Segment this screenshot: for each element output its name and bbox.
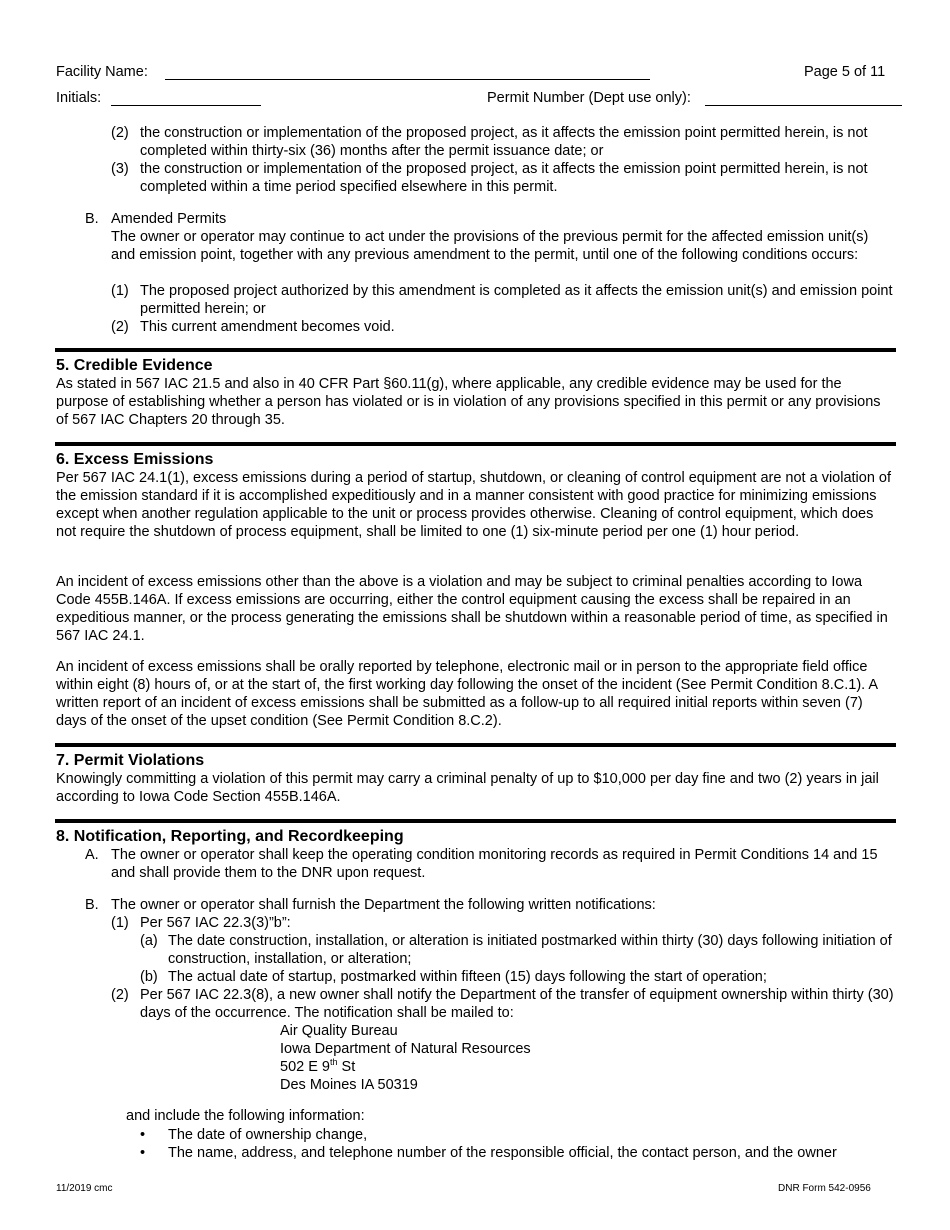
address-line: 502 E 9th St	[280, 1057, 356, 1075]
mailing-address	[280, 1022, 531, 1094]
section-divider	[55, 743, 896, 747]
initials-field[interactable]	[111, 105, 261, 106]
bullet-icon: •	[140, 1127, 146, 1143]
item-number: (2)	[111, 319, 129, 335]
bullet-item	[140, 1126, 896, 1144]
list-item	[111, 160, 896, 196]
item-letter: (a)	[140, 933, 158, 949]
list-item	[111, 124, 896, 160]
item-text: Per 567 IAC 22.3(8), a new owner shall notify the Department of the transfer of equipment ownership within thirty (30) days of the occurrence. The notification shall be mailed to:	[140, 987, 894, 1021]
item-text: the construction or implementation of the proposed project, as it affects the emission point permitted herein, is not completed within thirty-six (36) months after the permit issuance date; or	[140, 125, 868, 159]
item-text: The proposed project authorized by this amendment is completed as it affects the emission unit(s) and emission point permitted herein; or	[140, 283, 893, 317]
bullet-item	[140, 1144, 896, 1162]
list-item	[111, 986, 896, 1022]
address-line: Des Moines IA 50319	[280, 1077, 418, 1093]
bullet-text: The date of ownership change,	[168, 1127, 368, 1143]
item-letter: (b)	[140, 969, 158, 985]
section-divider	[55, 442, 896, 446]
section-title: 7. Permit Violations	[56, 752, 205, 769]
include-intro: and include the following information:	[126, 1108, 365, 1124]
permit-number-label: Permit Number (Dept use only):	[487, 90, 691, 106]
item-letter: B.	[85, 897, 99, 913]
section-title: 5. Credible Evidence	[56, 357, 213, 374]
footer-form-number: DNR Form 542-0956	[778, 1183, 871, 1194]
list-item	[111, 914, 896, 932]
item-text: This current amendment becomes void.	[140, 319, 395, 335]
paragraph: An incident of excess emissions shall be orally reported by telephone, electronic mail or in person to the appropriate field office within eight (8) hours of, or at the start of, the first working day following the onset of the incident (See Permit Condition 8.C.1). A written report of an incident of excess emissions shall be submitted as a follow-up to all required initial reports within seven (7) days of the onset of the upset condition (See Permit Condition 8.C.2).	[56, 659, 878, 729]
permit-number-field[interactable]	[705, 105, 902, 106]
subsection-title: Amended Permits	[111, 211, 227, 227]
initials-label: Initials:	[56, 90, 102, 106]
address-line: Air Quality Bureau	[280, 1023, 398, 1039]
item-number: (1)	[111, 915, 129, 931]
address-line: Iowa Department of Natural Resources	[280, 1041, 531, 1057]
bullet-text: The name, address, and telephone number of the responsible official, the contact person, and the owner	[168, 1145, 837, 1161]
item-text: The date construction, installation, or alteration is initiated postmarked within thirty (30) days following initiation of construction, installation, or alteration;	[168, 933, 892, 967]
page-number: Page 5 of 11	[804, 64, 886, 80]
section-letter: B.	[85, 211, 99, 227]
item-text: the construction or implementation of the proposed project, as it affects the emission point permitted herein, is not completed within a time period specified elsewhere in this permit.	[140, 161, 868, 195]
item-number: (1)	[111, 283, 129, 299]
footer-date: 11/2019 cmc	[56, 1183, 113, 1194]
list-item	[85, 846, 896, 882]
paragraph: As stated in 567 IAC 21.5 and also in 40 CFR Part §60.11(g), where applicable, any credible evidence may be used for the purpose of establishing whether a person has violated or is in violation of any provisions specified in this permit or any provisions of 567 IAC Chapters 20 through 35.	[56, 376, 881, 428]
item-text: The owner or operator shall keep the operating condition monitoring records as required in Permit Conditions 14 and 15 and shall provide them to the DNR upon request.	[111, 847, 878, 881]
item-number: (2)	[111, 987, 129, 1003]
paragraph: An incident of excess emissions other than the above is a violation and may be subject to criminal penalties according to Iowa Code 455B.146A. If excess emissions are occurring, either the control equipment causing the excess shall be repaired in an expeditious manner, or the process generating the emissions shall be shutdown within a reasonable period of time, as specified in 567 IAC 24.1.	[56, 574, 888, 644]
section-title: 8. Notification, Reporting, and Recordkeeping	[56, 828, 404, 845]
item-text: The actual date of startup, postmarked within fifteen (15) days following the start of operation;	[168, 969, 767, 985]
facility-name-field[interactable]	[165, 79, 650, 80]
item-number: (2)	[111, 125, 129, 141]
section-divider	[55, 348, 896, 352]
paragraph: Per 567 IAC 24.1(1), excess emissions during a period of startup, shutdown, or cleaning of control equipment are not a violation of the emission standard if it is accomplished expeditiously and in a manner consistent with good practice for minimizing emissions except when another regulation applicable to the unit or process provides otherwise. Cleaning of control equipment, which does not require the shutdown of process equipment, shall be limited to one (1) six-minute period per one (1) hour period.	[56, 470, 892, 540]
bullet-icon: •	[140, 1145, 146, 1161]
list-item	[140, 932, 896, 968]
list-item	[111, 282, 896, 318]
item-number: (3)	[111, 161, 129, 177]
facility-name-label: Facility Name:	[56, 64, 148, 80]
section-divider	[55, 819, 896, 823]
item-text: Per 567 IAC 22.3(3)”b”:	[140, 915, 291, 931]
paragraph: Knowingly committing a violation of this permit may carry a criminal penalty of up to $10,000 per day fine and two (2) years in jail according to Iowa Code Section 455B.146A.	[56, 771, 879, 805]
list-item	[140, 968, 896, 986]
list-item	[111, 318, 896, 336]
item-letter: A.	[85, 847, 99, 863]
list-item	[85, 896, 896, 914]
item-text: The owner or operator shall furnish the Department the following written notifications:	[111, 897, 656, 913]
paragraph: The owner or operator may continue to act under the provisions of the previous permit for the affected emission unit(s) and emission point, together with any previous amendment to the permit, until one of the following conditions occurs:	[111, 229, 869, 263]
section-title: 6. Excess Emissions	[56, 451, 214, 468]
